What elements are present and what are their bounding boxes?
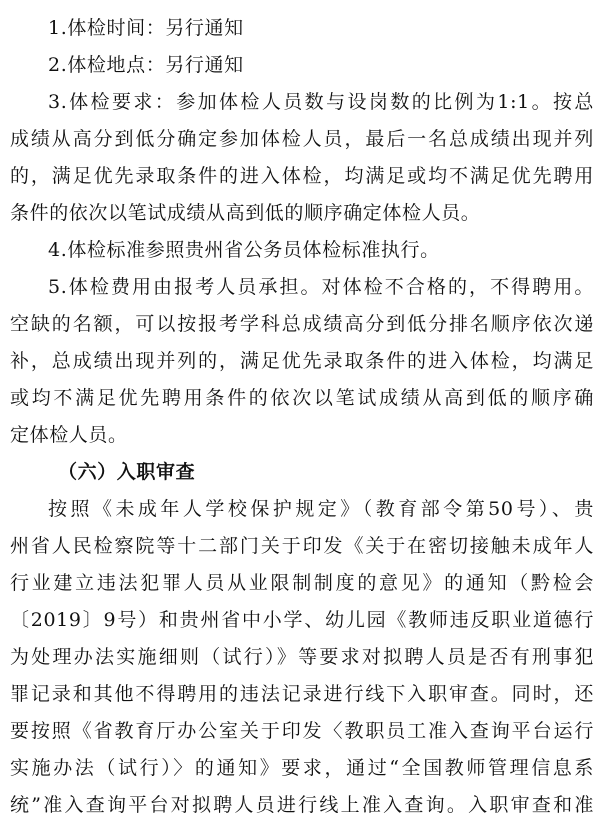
text-line: 条件的依次以笔试成绩从高到低的顺序确定体检人员。 xyxy=(10,202,481,224)
text-line: 定体检人员。 xyxy=(10,424,128,446)
text-line: 2.体检地点：另行通知 xyxy=(48,54,244,76)
text-line: 4.体检标准参照贵州省公务员体检标准执行。 xyxy=(48,239,440,261)
section-heading: （六）入职审查 xyxy=(58,461,196,483)
text-line: 为处理办法实施细则（试行）》等要求对拟聘人员是否有刑事犯 xyxy=(10,646,594,668)
text-line: 补，总成绩出现并列的，满足优先录取条件的进入体检，均满足 xyxy=(10,350,594,372)
text-line: 的，满足优先录取条件的进入体检，均满足或均不满足优先聘用 xyxy=(10,165,594,187)
text-line: 3.体检要求：参加体检人员数与设岗数的比例为1:1。按总 xyxy=(48,91,594,113)
text-line: 州省人民检察院等十二部门关于印发《关于在密切接触未成年人 xyxy=(10,535,594,557)
text-line: 行业建立违法犯罪人员从业限制制度的意见》的通知（黔检会 xyxy=(10,572,594,594)
text-line: 空缺的名额，可以按报考学科总成绩高分到低分排名顺序依次递 xyxy=(10,313,594,335)
text-line: 按照《未成年人学校保护规定》（教育部令第50号）、贵 xyxy=(48,498,594,520)
text-line: 成绩从高分到低分确定参加体检人员，最后一名总成绩出现并列 xyxy=(10,128,594,150)
text-line: 要按照《省教育厅办公室关于印发〈教职员工准入查询平台运行 xyxy=(10,720,594,742)
text-line: 〔2019〕9号）和贵州省中小学、幼儿园《教师违反职业道德行 xyxy=(10,609,594,631)
text-line: 5.体检费用由报考人员承担。对体检不合格的，不得聘用。 xyxy=(48,276,594,298)
text-line: 1.体检时间：另行通知 xyxy=(48,17,244,39)
text-line: 统”准入查询平台对拟聘人员进行线上准入查询。入职审查和准 xyxy=(10,794,594,816)
text-line: 实施办法（试行）〉的通知》要求，通过“全国教师管理信息系 xyxy=(10,757,594,779)
text-line: 罪记录和其他不得聘用的违法记录进行线下入职审查。同时，还 xyxy=(10,683,594,705)
text-line: 或均不满足优先聘用条件的依次以笔试成绩从高到低的顺序确 xyxy=(10,387,594,409)
